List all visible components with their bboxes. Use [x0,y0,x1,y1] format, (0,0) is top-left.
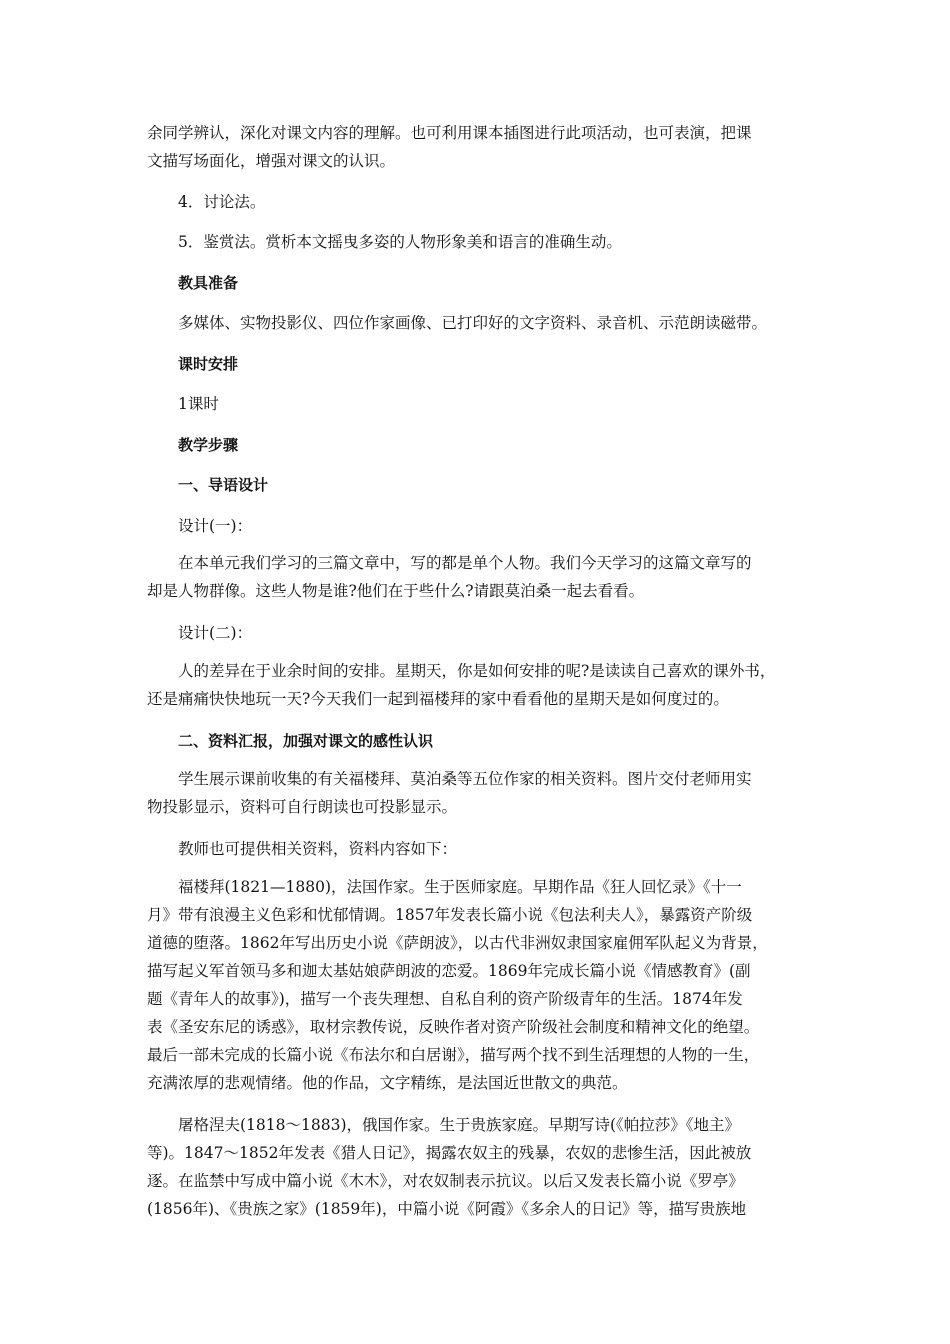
text-line: 表《圣安东尼的诱惑》，取材宗教传说，反映作者对资产阶级社会制度和精神文化的绝望。 [147,1018,760,1036]
design-2-paragraph [147,657,807,713]
text-line: 人的差异在于业余时间的安排。星期天，你是如何安排的呢?是读读自己喜欢的课外书， [178,662,776,680]
design-2-label: 设计(二)： [178,624,253,642]
text-line: 道德的堕落。1862年写出历史小说《萨朗波》，以古代非洲奴隶国家雇佣军队起义为背景， [147,934,768,952]
heading-section-1: 一、导语设计 [178,476,269,494]
text-line: 在本单元我们学习的三篇文章中，写的都是单个人物。我们今天学习的这篇文章写的 [178,554,752,572]
heading-section-2: 二、资料汇报，加强对课文的感性认识 [178,732,434,750]
text-line: (1856年)、《贵族之家》(1859年)，中篇小说《阿霞》《多余人的日记》等，描写贵族地 [147,1200,747,1218]
text-line: 逐。在监禁中写成中篇小说《木木》，对农奴制表示抗议。以后又发表长篇小说《罗亭》 [147,1172,744,1190]
text-line: 等)。1847～1852年发表《猎人日记》，揭露农奴主的残暴，农奴的悲惨生活，因此被放 [147,1144,752,1162]
teacher-materials-text: 教师也可提供相关资料，资料内容如下： [178,840,458,858]
heading-class-time: 课时安排 [178,355,239,373]
flaubert-paragraph [147,873,807,1097]
text-line: 题《青年人的故事》)，描写一个丧失理想、自私自利的资产阶级青年的生活。1874年发 [147,990,743,1008]
text-line: 还是痛痛快快地玩一天?今天我们一起到福楼拜的家中看看他的星期天是如何度过的。 [147,690,729,708]
heading-teaching-steps: 教学步骤 [178,436,239,454]
text-line: 充满浓厚的悲观情绪。他的作品，文字精练，是法国近世散文的典范。 [147,1074,628,1092]
report-paragraph [147,765,807,821]
class-time-text: 1课时 [178,395,219,413]
text-line: 却是人物群像。这些人物是谁?他们在于些什么?请跟莫泊桑一起去看看。 [147,582,645,600]
list-item-appreciation: 5．鉴赏法。赏析本文摇曳多姿的人物形象美和语言的准确生动。 [178,233,622,251]
text-line: 学生展示课前收集的有关福楼拜、莫泊桑等五位作家的相关资料。图片交付老师用实 [178,770,752,788]
text-line: 描写起义军首领马多和迦太基姑娘萨朗波的恋爱。1869年完成长篇小说《情感教育》(副 [147,962,751,980]
paragraph-continuation [147,119,807,175]
text-line: 余同学辨认，深化对课文内容的理解。也可利用课本插图进行此项活动，也可表演，把课 [147,124,752,142]
list-item-discussion: 4．讨论法。 [178,193,266,211]
design-1-label: 设计(一)： [178,517,253,535]
text-line: 屠格涅夫(1818～1883)，俄国作家。生于贵族家庭。早期写诗(《帕拉莎》《地主》 [178,1116,741,1134]
teaching-tools-text: 多媒体、实物投影仪、四位作家画像、已打印好的文字资料、录音机、示范朗读磁带。 [178,314,768,332]
turgenev-paragraph [147,1111,807,1223]
text-line: 物投影显示，资料可自行朗读也可投影显示。 [147,798,458,816]
design-1-paragraph [147,549,807,605]
text-line: 福楼拜(1821—1880)，法国作家。生于医师家庭。早期作品《狂人回忆录》《十一 [178,878,742,896]
heading-teaching-tools: 教具准备 [178,274,239,292]
text-line: 最后一部未完成的长篇小说《布法尔和白居谢》，描写两个找不到生活理想的人物的一生， [147,1046,760,1064]
text-line: 文描写场面化，增强对课文的认识。 [147,152,396,170]
text-line: 月》带有浪漫主义色彩和忧郁情调。1857年发表长篇小说《包法利夫人》，暴露资产阶级 [147,906,753,924]
